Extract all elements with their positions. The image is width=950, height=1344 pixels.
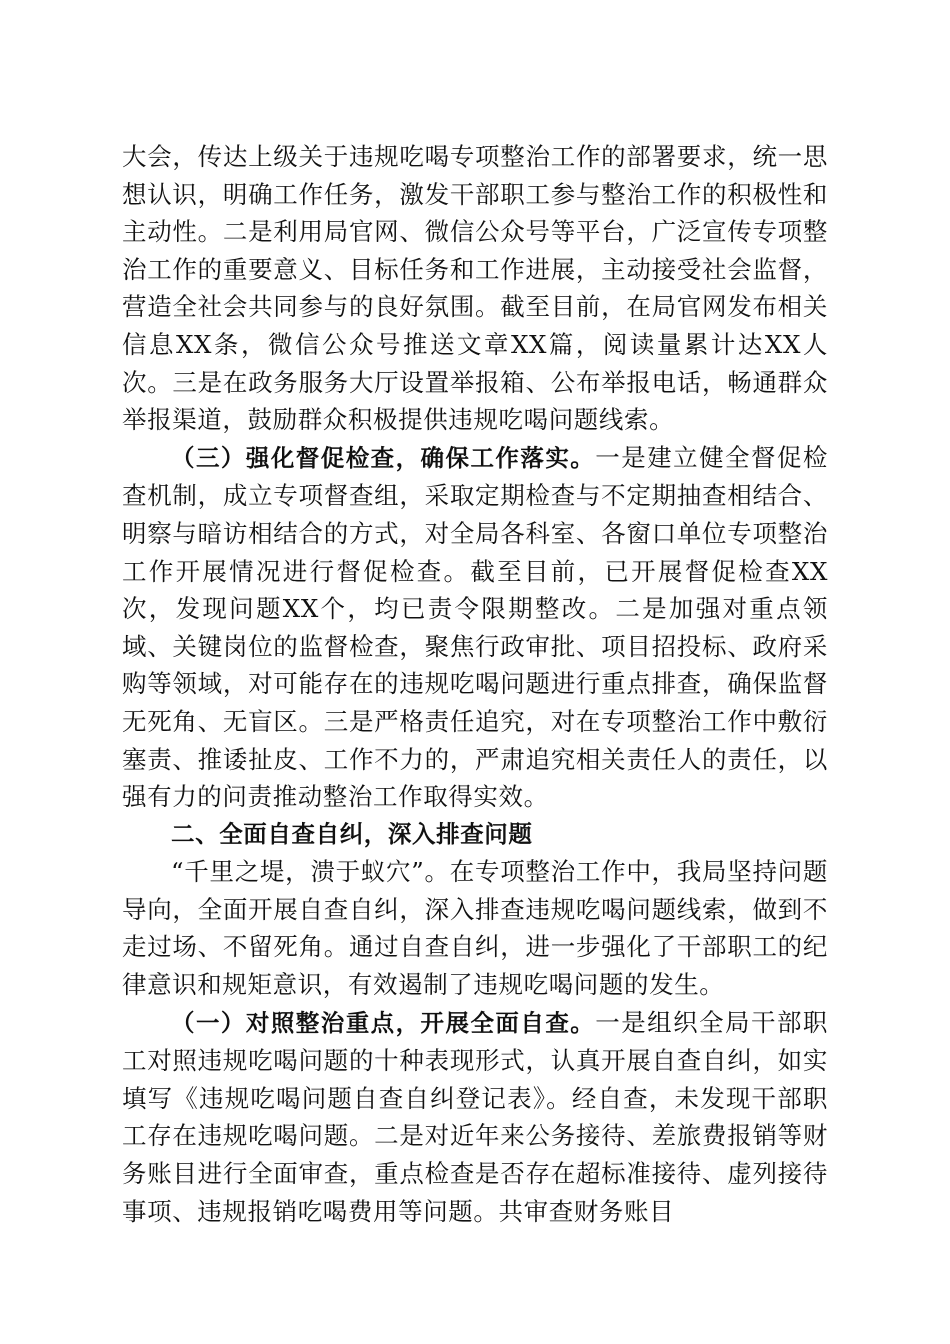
paragraph-self-inspection-intro [122,853,828,1003]
section-subheading: （三）强化督促检查，确保工作落实。 [171,443,596,472]
paragraph-text: 一是建立健全督促检查机制，成立专项督查组，采取定期检查与不定期抽查相结合、明察与暗访相结合的方式，对全局各科室、各窗口单位专项整治工作开展情况进行督促检查。截至目前，已开展督促检查XX次，发现问题XX个，均已责令限期整改。二是加强对重点领域、关键岗位的监督检查，聚焦行政审批、项目招投标、政府采购等领域，对可能存在的违规吃喝问题进行重点排查，确保监督无死角、无盲区。三是严格责任追究，对在专项整治工作中敷衍塞责、推诿扯皮、工作不力的，严肃追究相关责任人的责任，以强有力的问责推动整治工作取得实效。 [122,442,828,812]
document-body [122,138,828,1230]
paragraph-publicity-continued [122,138,828,439]
section-subheading: （一）对照整治重点，开展全面自查。 [171,1008,596,1037]
paragraph-supervision-inspection [122,439,828,816]
paragraph-text: 一是组织全局干部职工对照违规吃喝问题的十种表现形式，认真开展自查自纠，如实填写《违规吃喝问题自查自纠登记表》。经自查，未发现干部职工存在违规吃喝问题。二是对近年来公务接待、差旅费报销等财务账目进行全面审查，重点检查是否存在超标准接待、虚列接待事项、违规报销吃喝费用等问题。共审查财务账目 [122,1007,828,1226]
paragraph-text: 大会，传达上级关于违规吃喝专项整治工作的部署要求，统一思想认识，明确工作任务，激发干部职工参与整治工作的积极性和主动性。二是利用局官网、微信公众号等平台，广泛宣传专项整治工作的重要意义、目标任务和工作进展，主动接受社会监督，营造全社会共同参与的良好氛围。截至目前，在局官网发布相关信息XX条，微信公众号推送文章XX篇，阅读量累计达XX人次。三是在政务服务大厅设置举报箱、公布举报电话，畅通群众举报渠道，鼓励群众积极提供违规吃喝问题线索。 [122,142,828,435]
paragraph-text: “千里之堤，溃于蚁穴”。在专项整治工作中，我局坚持问题导向，全面开展自查自纠，深入排查违规吃喝问题线索，做到不走过场、不留死角。通过自查自纠，进一步强化了干部职工的纪律意识和规矩意识，有效遏制了违规吃喝问题的发生。 [122,857,828,1000]
paragraph-comprehensive-self-check [122,1004,828,1231]
section-heading: 二、全面自查自纠，深入排查问题 [171,819,533,848]
